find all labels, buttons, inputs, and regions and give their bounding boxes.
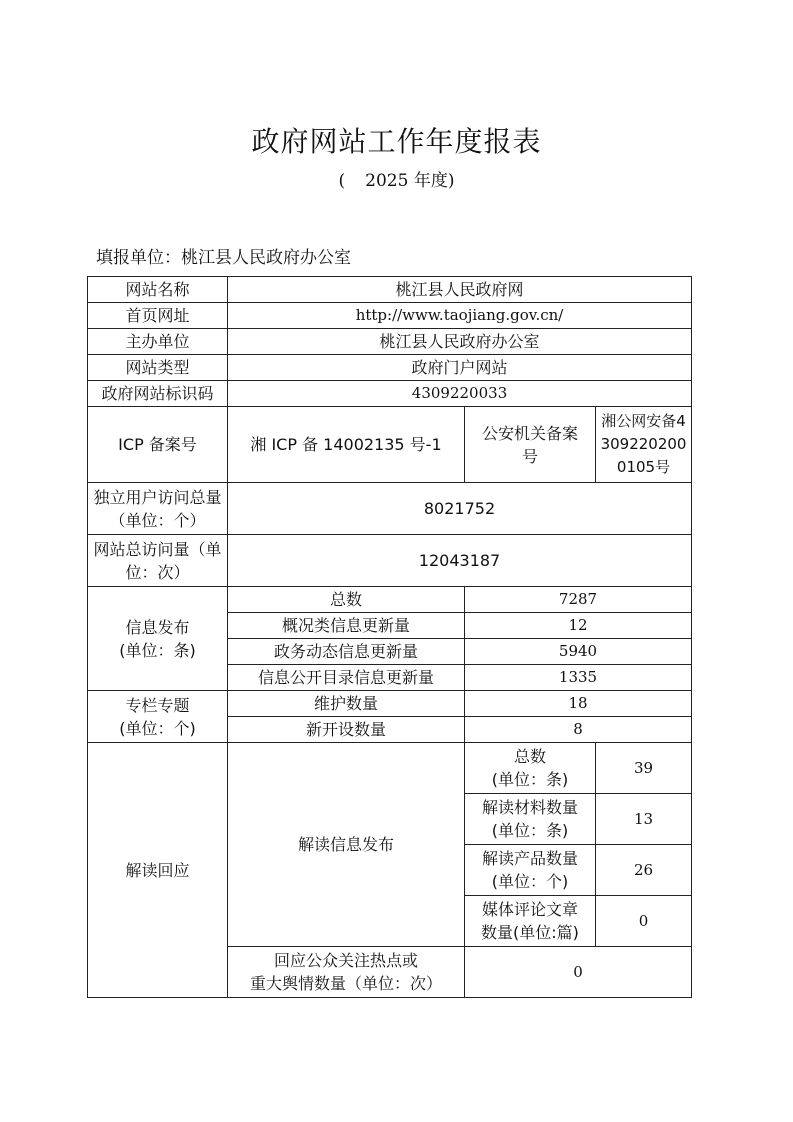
report-title: 政府网站工作年度报表 — [251, 125, 542, 158]
sponsor-value: 桃江县人民政府办公室 — [228, 329, 692, 355]
sponsor-label: 主办单位 — [88, 329, 228, 355]
info-row-label: 政务动态信息更新量 — [228, 639, 465, 665]
interp-row-label: 媒体评论文章 数量(单位:篇) — [465, 896, 596, 947]
site-name-value: 桃江县人民政府网 — [228, 277, 692, 303]
info-release-label: 信息发布 (单位：条) — [88, 587, 228, 691]
response-value: 0 — [465, 947, 692, 998]
fill-unit-value: 桃江县人民政府办公室 — [181, 248, 351, 268]
info-row-value: 5940 — [465, 639, 692, 665]
unique-visitors-value: 8021752 — [228, 483, 692, 535]
info-row-value: 1335 — [465, 665, 692, 691]
interp-row-label: 总数 (单位：条) — [465, 743, 596, 794]
info-row-label: 总数 — [228, 587, 465, 613]
info-row-value: 12 — [465, 613, 692, 639]
icp-label: ICP 备案号 — [88, 407, 228, 483]
report-year — [0, 166, 793, 191]
columns-row-label: 维护数量 — [228, 691, 465, 717]
police-value: 湘公网安备43092202000105号 — [596, 407, 692, 483]
columns-label: 专栏专题 (单位：个) — [88, 691, 228, 743]
icp-value: 湘 ICP 备 14002135 号-1 — [228, 407, 465, 483]
info-row-label: 信息公开目录信息更新量 — [228, 665, 465, 691]
interp-row-value: 13 — [596, 794, 692, 845]
site-type-value: 政府门户网站 — [228, 355, 692, 381]
interp-row-label: 解读产品数量 (单位：个) — [465, 845, 596, 896]
report-table — [87, 276, 692, 998]
site-name-label: 网站名称 — [88, 277, 228, 303]
year-value: 2025 — [365, 171, 409, 191]
year-open: ( — [338, 171, 346, 191]
response-label: 回应公众关注热点或 重大舆情数量（单位：次） — [228, 947, 465, 998]
interpretation-release-label: 解读信息发布 — [228, 743, 465, 947]
interp-row-value: 0 — [596, 896, 692, 947]
interp-row-value: 26 — [596, 845, 692, 896]
site-code-label: 政府网站标识码 — [88, 381, 228, 407]
columns-row-label: 新开设数量 — [228, 717, 465, 743]
fill-unit-label: 填报单位： — [96, 248, 181, 268]
site-type-label: 网站类型 — [88, 355, 228, 381]
columns-row-value: 8 — [465, 717, 692, 743]
unique-visitors-label: 独立用户访问总量（单位：个） — [88, 483, 228, 535]
year-suffix: 年度) — [413, 171, 455, 191]
url-value: http://www.taojiang.gov.cn/ — [228, 303, 692, 329]
columns-row-value: 18 — [465, 691, 692, 717]
interpretation-label: 解读回应 — [88, 743, 228, 998]
total-visits-value: 12043187 — [228, 535, 692, 587]
site-code-value: 4309220033 — [228, 381, 692, 407]
fill-unit — [96, 243, 351, 268]
interp-row-label: 解读材料数量 (单位：条) — [465, 794, 596, 845]
info-row-label: 概况类信息更新量 — [228, 613, 465, 639]
url-label: 首页网址 — [88, 303, 228, 329]
info-row-value: 7287 — [465, 587, 692, 613]
total-visits-label: 网站总访问量（单位：次） — [88, 535, 228, 587]
police-label: 公安机关备案号 — [465, 407, 596, 483]
interp-row-value: 39 — [596, 743, 692, 794]
